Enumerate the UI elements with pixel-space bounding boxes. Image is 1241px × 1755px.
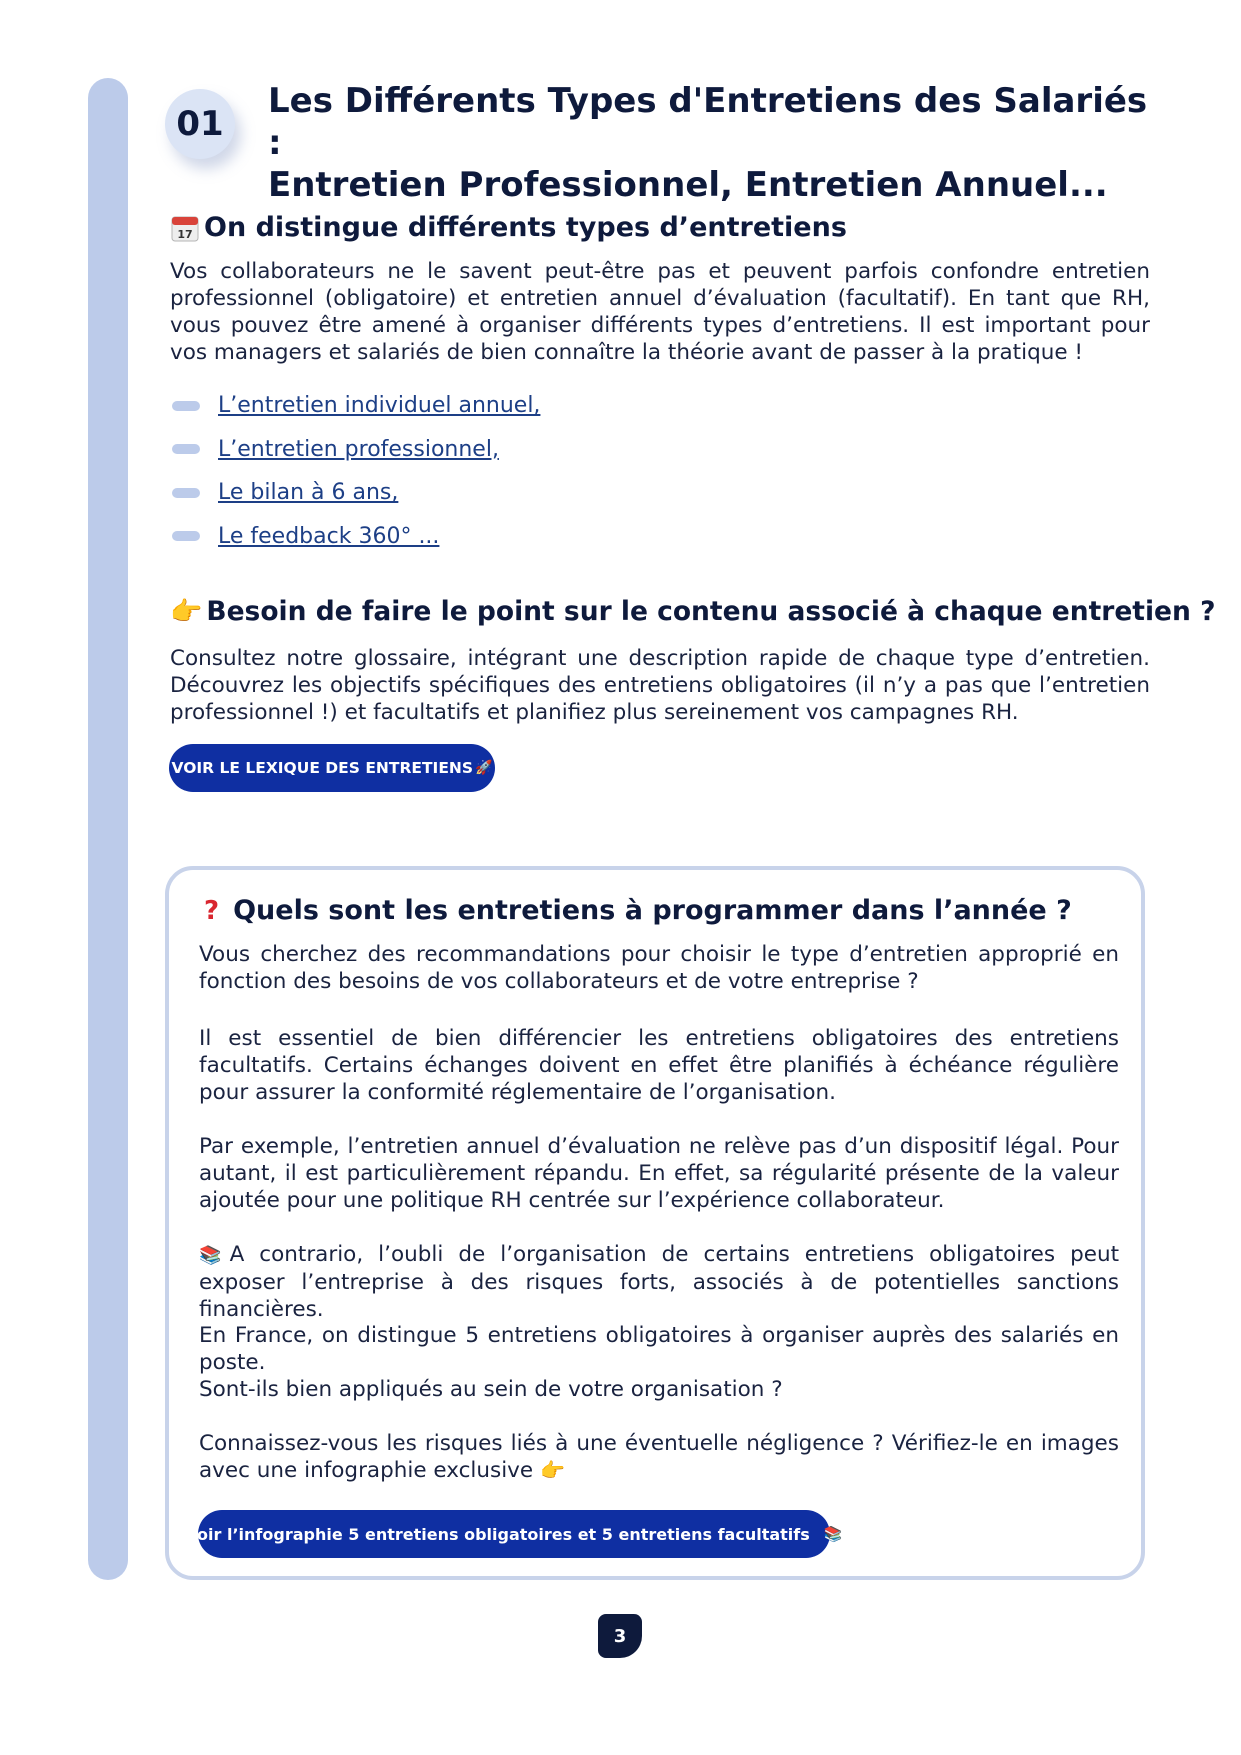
box-paragraph-5b: Sont-ils bien appliqués au sein de votre organisation ? bbox=[199, 1377, 783, 1402]
interview-links-list bbox=[172, 384, 540, 558]
box-heading bbox=[204, 895, 1072, 926]
box-paragraph-2: Il est essentiel de bien différencier les entretiens obligatoires des entretiens facultatifs. Certains échanges doivent en effet être planifiés à échéance régulière pour assurer la conformité réglementaire de l’organisation. bbox=[199, 1026, 1119, 1105]
list-item bbox=[172, 471, 540, 515]
page-title-line-2: Entretien Professionnel, Entretien Annuel... bbox=[268, 165, 1108, 205]
list-item bbox=[172, 384, 540, 428]
box-paragraph-5 bbox=[199, 1322, 1119, 1403]
intro-heading bbox=[170, 212, 847, 243]
box-paragraph-6-text: Connaissez-vous les risques liés à une éventuelle négligence ? Vérifiez-le en images avec une infographie exclusive bbox=[199, 1431, 1119, 1483]
bullet-icon bbox=[172, 401, 200, 411]
link-bilan-6-ans[interactable]: Le bilan à 6 ans, bbox=[218, 480, 399, 506]
link-feedback-360[interactable]: Le feedback 360° ... bbox=[218, 523, 440, 549]
box-paragraph-4-text: A contrario, l’oubli de l’organisation de certains entretiens obligatoires peut exposer l’entreprise à des risques forts, associés à de potentielles sanctions financières. bbox=[199, 1242, 1119, 1322]
list-item bbox=[172, 515, 540, 559]
section-number-badge: 01 bbox=[165, 89, 235, 159]
box-paragraph-3: Par exemple, l’entretien annuel d’évaluation ne relève pas d’un dispositif légal. Pour autant, il est particulièrement répandu. En effet, sa régularité présente de la valeur ajoutée pour une politique RH centrée sur l’expérience collaborateur. bbox=[199, 1134, 1119, 1213]
books-icon: 📚 bbox=[823, 1525, 843, 1543]
box-paragraph-4 bbox=[199, 1241, 1119, 1323]
glossary-paragraph: Consultez notre glossaire, intégrant une description rapide de chaque type d’entretien. Découvrez les objectifs spécifiques des entretiens obligatoires (il n’y a pas que l’entretien professionnel !) et facultatifs et planifiez plus sereinement vos campagnes RH. bbox=[170, 646, 1150, 725]
glossary-heading bbox=[170, 596, 1215, 627]
page-title-line-1: Les Différents Types d'Entretiens des Salariés : bbox=[268, 81, 1148, 163]
pointing-hand-icon: 👉 bbox=[539, 1458, 565, 1482]
box-paragraph-5a: En France, on distingue 5 entretiens obligatoires à organiser auprès des salariés en poste. bbox=[199, 1323, 1119, 1375]
infographie-button-label: Voir l’infographie 5 entretiens obligatoires et 5 entretiens facultatifs bbox=[185, 1524, 810, 1544]
pointing-hand-icon: 👉 bbox=[170, 596, 203, 627]
lexique-button-label: VOIR LE LEXIQUE DES ENTRETIENS bbox=[171, 759, 474, 777]
books-icon: 📚 bbox=[199, 1245, 230, 1266]
glossary-heading-text: Besoin de faire le point sur le contenu associé à chaque entretien ? bbox=[206, 596, 1216, 627]
list-item bbox=[172, 428, 540, 472]
link-entretien-professionnel[interactable]: L’entretien professionnel, bbox=[218, 436, 499, 462]
bullet-icon bbox=[172, 488, 200, 498]
infographie-button[interactable] bbox=[185, 1510, 843, 1558]
box-paragraph-1: Vous cherchez des recommandations pour choisir le type d’entretien approprié en fonction des besoins de vos collaborateurs et de votre entreprise ? bbox=[199, 942, 1119, 994]
svg-text:17: 17 bbox=[177, 227, 193, 241]
side-accent-bar bbox=[88, 78, 128, 1580]
link-entretien-annuel[interactable]: L’entretien individuel annuel, bbox=[218, 393, 541, 419]
calendar-icon bbox=[170, 213, 200, 243]
intro-paragraph: Vos collaborateurs ne le savent peut-être pas et peuvent parfois confondre entretien professionnel (obligatoire) et entretien annuel d’évaluation (facultatif). En tant que RH, vous pouvez être amené à organiser différents types d’entretiens. Il est important pour vos managers et salariés de bien connaître la théorie avant de passer à la pratique ! bbox=[170, 259, 1150, 365]
programming-box bbox=[165, 866, 1145, 1580]
page-title bbox=[268, 80, 1168, 206]
rocket-icon: 🚀 bbox=[475, 760, 493, 776]
lexique-button[interactable] bbox=[169, 744, 495, 792]
box-paragraph-6 bbox=[199, 1430, 1119, 1484]
question-mark-icon: ? bbox=[204, 895, 220, 926]
bullet-icon bbox=[172, 444, 200, 454]
box-heading-text: Quels sont les entretiens à programmer dans l’année ? bbox=[233, 895, 1072, 926]
bullet-icon bbox=[172, 531, 200, 541]
intro-heading-text: On distingue différents types d’entretiens bbox=[204, 212, 847, 243]
page-number: 3 bbox=[598, 1614, 642, 1658]
